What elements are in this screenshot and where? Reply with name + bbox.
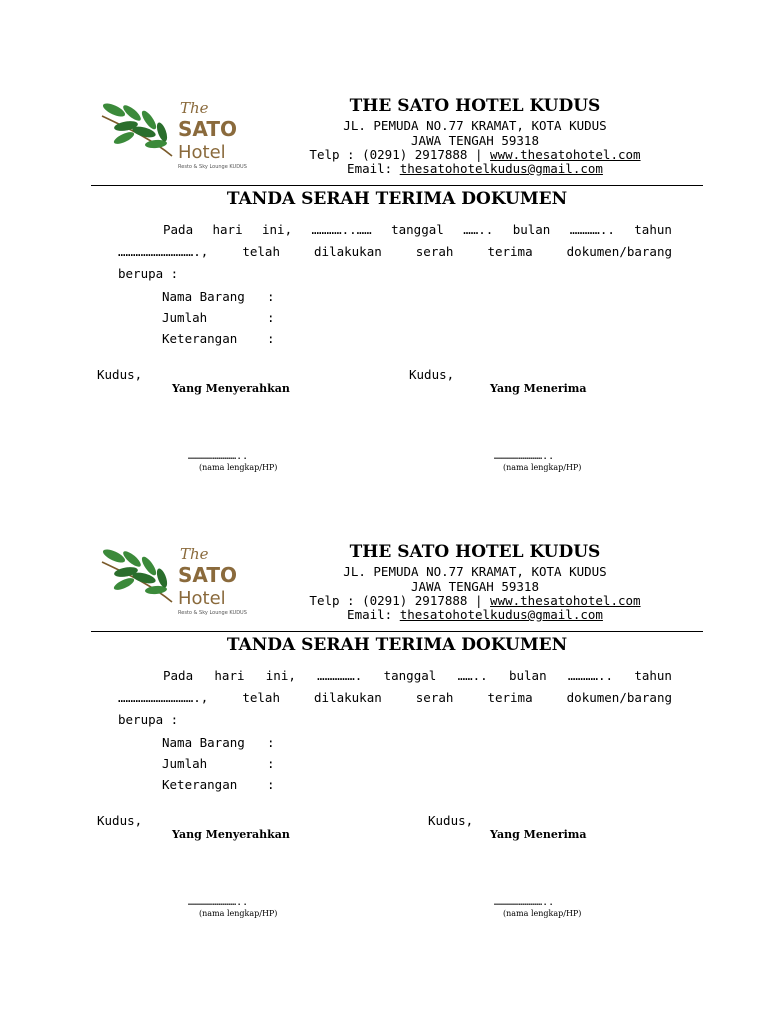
field-item-name xyxy=(162,289,275,305)
statement-word: telah xyxy=(242,244,280,259)
statement-word: Pada xyxy=(163,668,194,683)
phone-web-line xyxy=(300,147,650,162)
header-divider xyxy=(91,185,703,186)
statement-word: bulan xyxy=(508,668,547,683)
statement-word: dokumen/barang xyxy=(566,244,672,259)
statement-word: ………….. xyxy=(569,222,615,237)
olive-branch-icon xyxy=(101,101,172,156)
signature-line-sender: …………………….. xyxy=(188,451,249,462)
handover-statement xyxy=(118,665,672,731)
statement-word: …….. xyxy=(463,222,494,237)
field-separator: : xyxy=(267,289,275,304)
signature-line-receiver: …………………….. xyxy=(494,897,555,908)
statement-word: tahun xyxy=(634,668,672,683)
role-receiver: Yang Menerima xyxy=(490,828,587,841)
role-sender: Yang Menyerahkan xyxy=(172,382,290,395)
statement-word: bulan xyxy=(512,222,551,237)
svg-text:Hotel: Hotel xyxy=(178,142,226,163)
statement-word: …………..…… xyxy=(311,222,372,237)
hotel-name: THE SATO HOTEL KUDUS xyxy=(349,96,601,116)
statement-word: serah xyxy=(415,244,454,259)
handover-form-2 xyxy=(0,542,768,982)
statement-word: dokumen/barang xyxy=(566,690,672,705)
field-quantity xyxy=(162,756,275,772)
receiver-name-hint: (nama lengkap/HP) xyxy=(503,909,582,918)
field-label: Nama Barang xyxy=(162,289,245,304)
hotel-name: THE SATO HOTEL KUDUS xyxy=(349,542,601,562)
statement-line-3: berupa : xyxy=(118,712,179,727)
handover-statement xyxy=(118,219,672,285)
field-item-name xyxy=(162,735,275,751)
address-line-1: JL. PEMUDA NO.77 KRAMAT, KOTA KUDUS xyxy=(343,564,607,579)
statement-word: serah xyxy=(415,690,454,705)
svg-text:Resto & Sky Lounge KUDUS: Resto & Sky Lounge KUDUS xyxy=(178,164,247,170)
email-link[interactable]: thesatohotelkudus@gmail.com xyxy=(399,161,603,176)
address-line-2: JAWA TENGAH 59318 xyxy=(411,133,539,148)
address-line-1: JL. PEMUDA NO.77 KRAMAT, KOTA KUDUS xyxy=(343,118,607,133)
statement-word: ini, xyxy=(265,668,296,683)
statement-line-3: berupa : xyxy=(118,266,179,281)
statement-word: dilakukan xyxy=(314,690,382,705)
statement-word: tanggal xyxy=(391,222,444,237)
email-label: Email: xyxy=(347,607,400,622)
place-right: Kudus, xyxy=(428,813,474,828)
statement-word: telah xyxy=(242,690,280,705)
statement-word: ………….. xyxy=(567,668,614,683)
document-title: TANDA SERAH TERIMA DOKUMEN xyxy=(226,189,568,209)
field-label: Jumlah xyxy=(162,756,208,771)
svg-text:Resto & Sky Lounge KUDUS: Resto & Sky Lounge KUDUS xyxy=(178,610,247,616)
field-separator: : xyxy=(267,777,275,792)
document-title: TANDA SERAH TERIMA DOKUMEN xyxy=(226,635,568,655)
field-label: Keterangan xyxy=(162,331,238,346)
svg-text:The: The xyxy=(180,545,209,563)
field-quantity xyxy=(162,310,275,326)
field-separator: : xyxy=(267,756,275,771)
email-link[interactable]: thesatohotelkudus@gmail.com xyxy=(399,607,603,622)
hotel-logo xyxy=(94,96,250,176)
field-label: Jumlah xyxy=(162,310,208,325)
place-left: Kudus, xyxy=(97,813,143,828)
place-left: Kudus, xyxy=(97,367,143,382)
handover-form-1 xyxy=(0,96,768,536)
statement-word: hari xyxy=(212,222,243,237)
statement-word: terima xyxy=(487,244,533,259)
website-link[interactable]: www.thesatohotel.com xyxy=(490,147,641,162)
field-separator: : xyxy=(267,310,275,325)
phone-text: Telp : (0291) 2917888 | xyxy=(309,147,491,162)
signature-line-receiver: …………………….. xyxy=(494,451,555,462)
field-separator: : xyxy=(267,735,275,750)
place-right: Kudus, xyxy=(409,367,455,382)
phone-text: Telp : (0291) 2917888 | xyxy=(309,593,491,608)
hotel-logo xyxy=(94,542,250,622)
statement-word: ini, xyxy=(262,222,293,237)
email-label: Email: xyxy=(347,161,400,176)
signature-line-sender: …………………….. xyxy=(188,897,249,908)
website-link[interactable]: www.thesatohotel.com xyxy=(490,593,641,608)
role-sender: Yang Menyerahkan xyxy=(172,828,290,841)
sender-name-hint: (nama lengkap/HP) xyxy=(199,909,278,918)
svg-text:The: The xyxy=(180,99,209,117)
svg-text:Hotel: Hotel xyxy=(178,588,226,609)
header-divider xyxy=(91,631,703,632)
statement-word: hari xyxy=(214,668,245,683)
statement-word: …………………………., xyxy=(118,244,209,259)
statement-line-1 xyxy=(118,219,672,241)
statement-word: …….. xyxy=(457,668,488,683)
email-line xyxy=(300,161,650,176)
field-separator: : xyxy=(267,331,275,346)
field-label: Nama Barang xyxy=(162,735,245,750)
phone-web-line xyxy=(300,593,650,608)
role-receiver: Yang Menerima xyxy=(490,382,587,395)
statement-word: ……………. xyxy=(317,668,363,683)
field-label: Keterangan xyxy=(162,777,238,792)
sender-name-hint: (nama lengkap/HP) xyxy=(199,463,278,472)
email-line xyxy=(300,607,650,622)
statement-line-2 xyxy=(118,241,672,263)
statement-word: tahun xyxy=(634,222,672,237)
statement-word: terima xyxy=(487,690,533,705)
statement-line-1 xyxy=(118,665,672,687)
statement-word: Pada xyxy=(163,222,194,237)
statement-word: …………………………., xyxy=(118,690,209,705)
field-notes xyxy=(162,331,275,347)
statement-word: tanggal xyxy=(383,668,437,683)
address-line-2: JAWA TENGAH 59318 xyxy=(411,579,539,594)
olive-branch-icon xyxy=(101,547,172,602)
field-notes xyxy=(162,777,275,793)
statement-word: dilakukan xyxy=(314,244,382,259)
statement-line-2 xyxy=(118,687,672,709)
svg-text:SATO: SATO xyxy=(178,563,237,587)
receiver-name-hint: (nama lengkap/HP) xyxy=(503,463,582,472)
svg-text:SATO: SATO xyxy=(178,117,237,141)
